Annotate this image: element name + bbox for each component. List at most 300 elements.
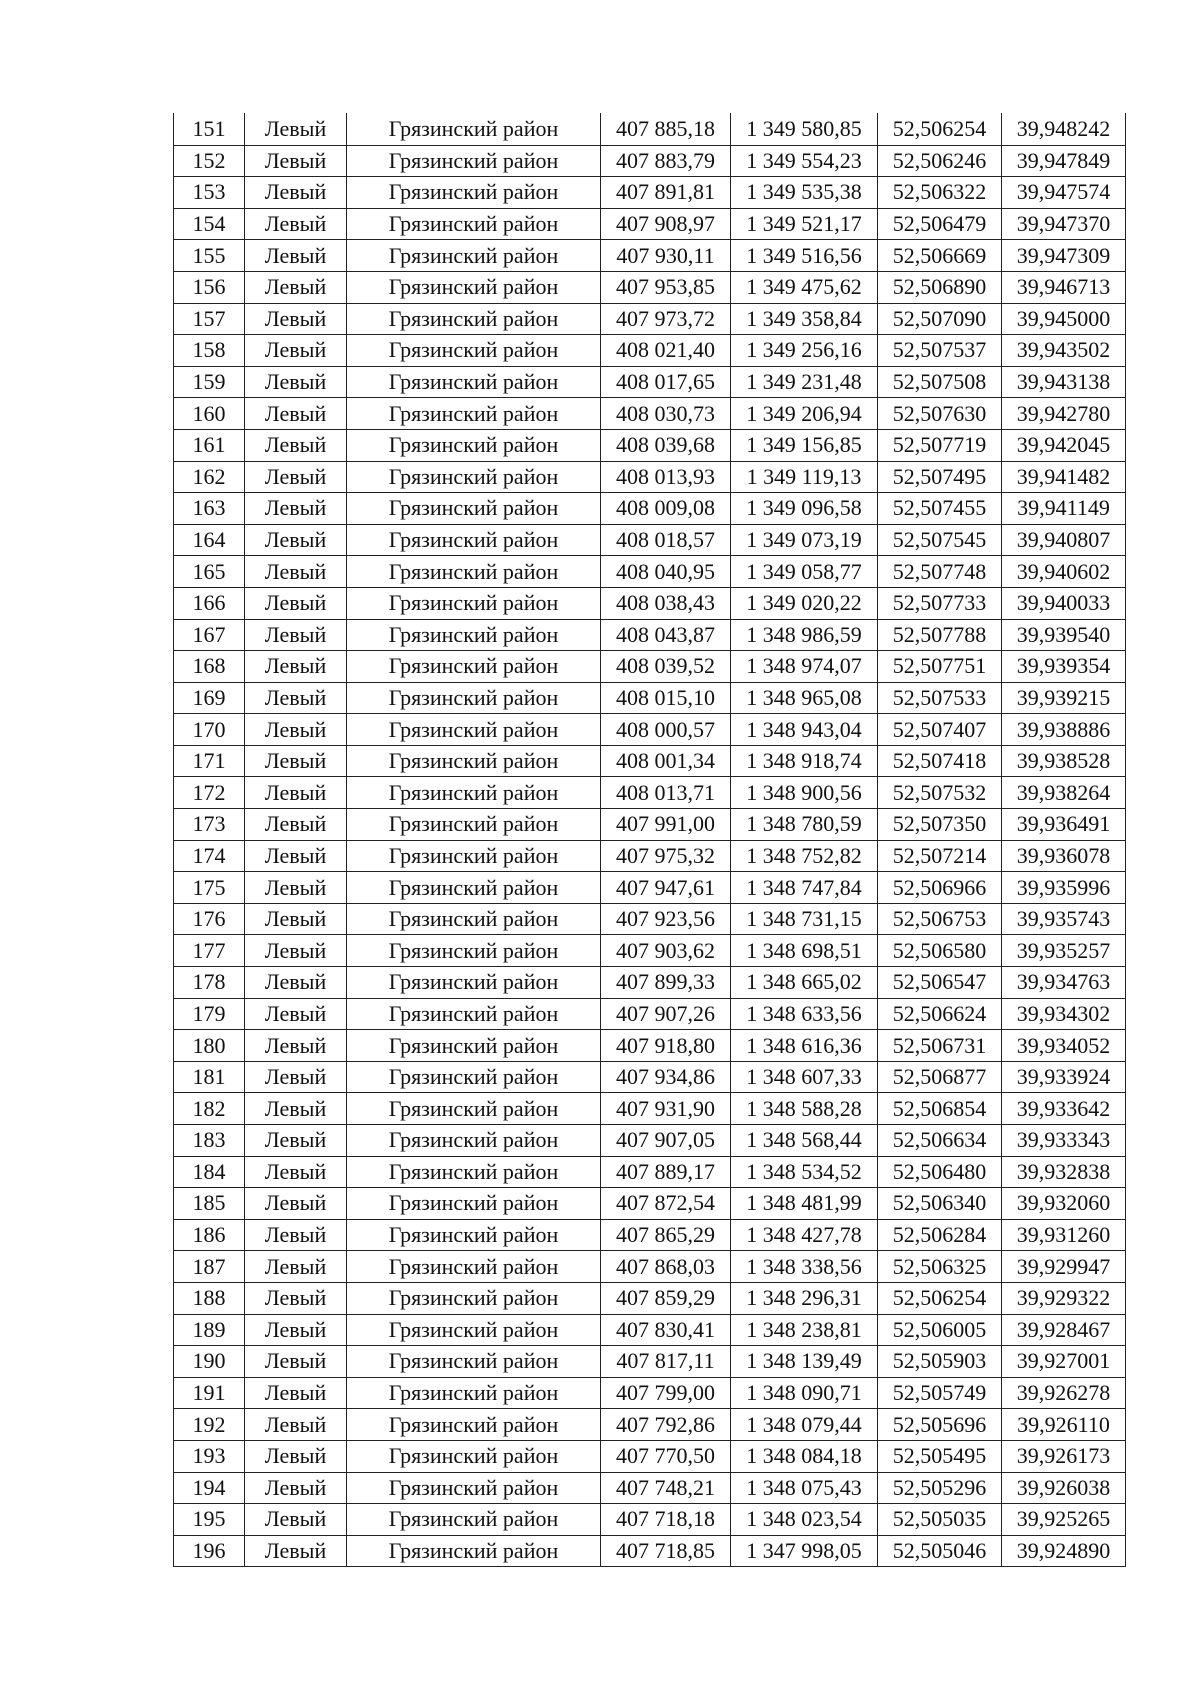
latitude-cell: 52,506479: [878, 208, 1002, 240]
y-coordinate-cell: 1 348 633,56: [731, 998, 878, 1030]
point-number-cell: 163: [174, 493, 245, 525]
longitude-cell: 39,926110: [1002, 1409, 1126, 1441]
point-number-cell: 194: [174, 1472, 245, 1504]
x-coordinate-cell: 407 770,50: [601, 1440, 731, 1472]
table-row: [174, 1472, 1126, 1504]
bank-cell: Левый: [245, 1409, 347, 1441]
table-row: [174, 1188, 1126, 1220]
y-coordinate-cell: 1 348 296,31: [731, 1282, 878, 1314]
point-number-cell: 182: [174, 1093, 245, 1125]
latitude-cell: 52,507455: [878, 493, 1002, 525]
latitude-cell: 52,506246: [878, 145, 1002, 177]
bank-cell: Левый: [245, 1377, 347, 1409]
district-cell: Грязинский район: [347, 587, 601, 619]
longitude-cell: 39,939540: [1002, 619, 1126, 651]
table-row: [174, 114, 1126, 146]
x-coordinate-cell: 407 868,03: [601, 1251, 731, 1283]
longitude-cell: 39,936078: [1002, 840, 1126, 872]
y-coordinate-cell: 1 348 698,51: [731, 935, 878, 967]
x-coordinate-cell: 407 889,17: [601, 1156, 731, 1188]
district-cell: Грязинский район: [347, 935, 601, 967]
bank-cell: Левый: [245, 682, 347, 714]
table-row: [174, 809, 1126, 841]
table-row: [174, 461, 1126, 493]
latitude-cell: 52,505035: [878, 1504, 1002, 1536]
bank-cell: Левый: [245, 240, 347, 272]
x-coordinate-cell: 407 991,00: [601, 809, 731, 841]
bank-cell: Левый: [245, 1282, 347, 1314]
bank-cell: Левый: [245, 903, 347, 935]
x-coordinate-cell: 408 013,71: [601, 777, 731, 809]
latitude-cell: 52,505903: [878, 1346, 1002, 1378]
point-number-cell: 181: [174, 1061, 245, 1093]
longitude-cell: 39,947574: [1002, 177, 1126, 209]
point-number-cell: 155: [174, 240, 245, 272]
y-coordinate-cell: 1 349 256,16: [731, 335, 878, 367]
table-row: [174, 1156, 1126, 1188]
latitude-cell: 52,507751: [878, 651, 1002, 683]
y-coordinate-cell: 1 349 521,17: [731, 208, 878, 240]
bank-cell: Левый: [245, 1188, 347, 1220]
longitude-cell: 39,926278: [1002, 1377, 1126, 1409]
latitude-cell: 52,506877: [878, 1061, 1002, 1093]
y-coordinate-cell: 1 348 731,15: [731, 903, 878, 935]
latitude-cell: 52,507733: [878, 587, 1002, 619]
longitude-cell: 39,933642: [1002, 1093, 1126, 1125]
y-coordinate-cell: 1 348 965,08: [731, 682, 878, 714]
point-number-cell: 165: [174, 556, 245, 588]
district-cell: Грязинский район: [347, 619, 601, 651]
district-cell: Грязинский район: [347, 1346, 601, 1378]
y-coordinate-cell: 1 348 568,44: [731, 1125, 878, 1157]
table-row: [174, 366, 1126, 398]
district-cell: Грязинский район: [347, 651, 601, 683]
point-number-cell: 195: [174, 1504, 245, 1536]
longitude-cell: 39,938886: [1002, 714, 1126, 746]
latitude-cell: 52,506966: [878, 872, 1002, 904]
latitude-cell: 52,505046: [878, 1535, 1002, 1567]
district-cell: Грязинский район: [347, 1030, 601, 1062]
longitude-cell: 39,942780: [1002, 398, 1126, 430]
latitude-cell: 52,507630: [878, 398, 1002, 430]
longitude-cell: 39,940602: [1002, 556, 1126, 588]
y-coordinate-cell: 1 349 206,94: [731, 398, 878, 430]
latitude-cell: 52,506322: [878, 177, 1002, 209]
district-cell: Грязинский район: [347, 998, 601, 1030]
point-number-cell: 151: [174, 114, 245, 146]
point-number-cell: 191: [174, 1377, 245, 1409]
latitude-cell: 52,506340: [878, 1188, 1002, 1220]
x-coordinate-cell: 407 865,29: [601, 1219, 731, 1251]
latitude-cell: 52,507537: [878, 335, 1002, 367]
latitude-cell: 52,505696: [878, 1409, 1002, 1441]
district-cell: Грязинский район: [347, 1188, 601, 1220]
longitude-cell: 39,940033: [1002, 587, 1126, 619]
y-coordinate-cell: 1 348 747,84: [731, 872, 878, 904]
longitude-cell: 39,928467: [1002, 1314, 1126, 1346]
latitude-cell: 52,507495: [878, 461, 1002, 493]
table-row: [174, 271, 1126, 303]
longitude-cell: 39,943138: [1002, 366, 1126, 398]
bank-cell: Левый: [245, 335, 347, 367]
longitude-cell: 39,945000: [1002, 303, 1126, 335]
district-cell: Грязинский район: [347, 872, 601, 904]
point-number-cell: 169: [174, 682, 245, 714]
y-coordinate-cell: 1 348 918,74: [731, 745, 878, 777]
bank-cell: Левый: [245, 177, 347, 209]
latitude-cell: 52,506634: [878, 1125, 1002, 1157]
district-cell: Грязинский район: [347, 1251, 601, 1283]
table-row: [174, 398, 1126, 430]
point-number-cell: 154: [174, 208, 245, 240]
table-row: [174, 145, 1126, 177]
point-number-cell: 190: [174, 1346, 245, 1378]
point-number-cell: 157: [174, 303, 245, 335]
longitude-cell: 39,938528: [1002, 745, 1126, 777]
point-number-cell: 158: [174, 335, 245, 367]
table-row: [174, 967, 1126, 999]
point-number-cell: 180: [174, 1030, 245, 1062]
district-cell: Грязинский район: [347, 745, 601, 777]
table-row: [174, 777, 1126, 809]
point-number-cell: 176: [174, 903, 245, 935]
point-number-cell: 178: [174, 967, 245, 999]
point-number-cell: 160: [174, 398, 245, 430]
latitude-cell: 52,506731: [878, 1030, 1002, 1062]
bank-cell: Левый: [245, 777, 347, 809]
table-row: [174, 935, 1126, 967]
bank-cell: Левый: [245, 524, 347, 556]
bank-cell: Левый: [245, 493, 347, 525]
y-coordinate-cell: 1 349 580,85: [731, 114, 878, 146]
point-number-cell: 170: [174, 714, 245, 746]
longitude-cell: 39,946713: [1002, 271, 1126, 303]
table-row: [174, 1030, 1126, 1062]
district-cell: Грязинский район: [347, 1377, 601, 1409]
table-row: [174, 1314, 1126, 1346]
x-coordinate-cell: 407 953,85: [601, 271, 731, 303]
longitude-cell: 39,934052: [1002, 1030, 1126, 1062]
district-cell: Грязинский район: [347, 1314, 601, 1346]
district-cell: Грязинский район: [347, 524, 601, 556]
x-coordinate-cell: 407 859,29: [601, 1282, 731, 1314]
district-cell: Грязинский район: [347, 461, 601, 493]
latitude-cell: 52,507788: [878, 619, 1002, 651]
point-number-cell: 164: [174, 524, 245, 556]
point-number-cell: 179: [174, 998, 245, 1030]
x-coordinate-cell: 407 931,90: [601, 1093, 731, 1125]
latitude-cell: 52,505749: [878, 1377, 1002, 1409]
table-row: [174, 1440, 1126, 1472]
latitude-cell: 52,506547: [878, 967, 1002, 999]
bank-cell: Левый: [245, 145, 347, 177]
table-row: [174, 745, 1126, 777]
x-coordinate-cell: 407 718,18: [601, 1504, 731, 1536]
y-coordinate-cell: 1 348 780,59: [731, 809, 878, 841]
longitude-cell: 39,948242: [1002, 114, 1126, 146]
point-number-cell: 168: [174, 651, 245, 683]
bank-cell: Левый: [245, 398, 347, 430]
y-coordinate-cell: 1 349 516,56: [731, 240, 878, 272]
latitude-cell: 52,506854: [878, 1093, 1002, 1125]
point-number-cell: 167: [174, 619, 245, 651]
coordinates-table: [173, 113, 1126, 1567]
longitude-cell: 39,935257: [1002, 935, 1126, 967]
bank-cell: Левый: [245, 1251, 347, 1283]
table-row: [174, 1219, 1126, 1251]
table-row: [174, 903, 1126, 935]
point-number-cell: 161: [174, 429, 245, 461]
bank-cell: Левый: [245, 366, 347, 398]
bank-cell: Левый: [245, 429, 347, 461]
longitude-cell: 39,938264: [1002, 777, 1126, 809]
latitude-cell: 52,507214: [878, 840, 1002, 872]
latitude-cell: 52,507407: [878, 714, 1002, 746]
district-cell: Грязинский район: [347, 903, 601, 935]
district-cell: Грязинский район: [347, 1125, 601, 1157]
y-coordinate-cell: 1 348 075,43: [731, 1472, 878, 1504]
point-number-cell: 196: [174, 1535, 245, 1567]
bank-cell: Левый: [245, 1472, 347, 1504]
y-coordinate-cell: 1 349 156,85: [731, 429, 878, 461]
bank-cell: Левый: [245, 271, 347, 303]
district-cell: Грязинский район: [347, 1061, 601, 1093]
bank-cell: Левый: [245, 809, 347, 841]
latitude-cell: 52,506254: [878, 1282, 1002, 1314]
district-cell: Грязинский район: [347, 1219, 601, 1251]
bank-cell: Левый: [245, 967, 347, 999]
bank-cell: Левый: [245, 1061, 347, 1093]
district-cell: Грязинский район: [347, 1282, 601, 1314]
district-cell: Грязинский район: [347, 335, 601, 367]
district-cell: Грязинский район: [347, 240, 601, 272]
y-coordinate-cell: 1 348 338,56: [731, 1251, 878, 1283]
district-cell: Грязинский район: [347, 271, 601, 303]
table-row: [174, 429, 1126, 461]
x-coordinate-cell: 408 043,87: [601, 619, 731, 651]
y-coordinate-cell: 1 348 238,81: [731, 1314, 878, 1346]
y-coordinate-cell: 1 349 535,38: [731, 177, 878, 209]
latitude-cell: 52,506325: [878, 1251, 1002, 1283]
y-coordinate-cell: 1 348 534,52: [731, 1156, 878, 1188]
longitude-cell: 39,933924: [1002, 1061, 1126, 1093]
district-cell: Грязинский район: [347, 1093, 601, 1125]
bank-cell: Левый: [245, 1093, 347, 1125]
bank-cell: Левый: [245, 840, 347, 872]
district-cell: Грязинский район: [347, 1156, 601, 1188]
bank-cell: Левый: [245, 619, 347, 651]
table-row: [174, 1346, 1126, 1378]
longitude-cell: 39,939215: [1002, 682, 1126, 714]
longitude-cell: 39,935743: [1002, 903, 1126, 935]
point-number-cell: 186: [174, 1219, 245, 1251]
table-row: [174, 872, 1126, 904]
y-coordinate-cell: 1 348 752,82: [731, 840, 878, 872]
table-row: [174, 493, 1126, 525]
point-number-cell: 184: [174, 1156, 245, 1188]
x-coordinate-cell: 408 038,43: [601, 587, 731, 619]
x-coordinate-cell: 407 899,33: [601, 967, 731, 999]
district-cell: Грязинский район: [347, 967, 601, 999]
x-coordinate-cell: 407 947,61: [601, 872, 731, 904]
point-number-cell: 175: [174, 872, 245, 904]
point-number-cell: 152: [174, 145, 245, 177]
point-number-cell: 162: [174, 461, 245, 493]
point-number-cell: 192: [174, 1409, 245, 1441]
point-number-cell: 193: [174, 1440, 245, 1472]
x-coordinate-cell: 407 908,97: [601, 208, 731, 240]
district-cell: Грязинский район: [347, 714, 601, 746]
point-number-cell: 188: [174, 1282, 245, 1314]
x-coordinate-cell: 407 748,21: [601, 1472, 731, 1504]
latitude-cell: 52,507418: [878, 745, 1002, 777]
latitude-cell: 52,505296: [878, 1472, 1002, 1504]
y-coordinate-cell: 1 348 079,44: [731, 1409, 878, 1441]
x-coordinate-cell: 408 040,95: [601, 556, 731, 588]
point-number-cell: 189: [174, 1314, 245, 1346]
point-number-cell: 173: [174, 809, 245, 841]
district-cell: Грязинский район: [347, 1440, 601, 1472]
district-cell: Грязинский район: [347, 145, 601, 177]
table-row: [174, 1061, 1126, 1093]
latitude-cell: 52,507090: [878, 303, 1002, 335]
longitude-cell: 39,935996: [1002, 872, 1126, 904]
district-cell: Грязинский район: [347, 114, 601, 146]
bank-cell: Левый: [245, 1125, 347, 1157]
longitude-cell: 39,932838: [1002, 1156, 1126, 1188]
longitude-cell: 39,942045: [1002, 429, 1126, 461]
bank-cell: Левый: [245, 1219, 347, 1251]
y-coordinate-cell: 1 348 588,28: [731, 1093, 878, 1125]
latitude-cell: 52,507532: [878, 777, 1002, 809]
table-row: [174, 1504, 1126, 1536]
table-row: [174, 1377, 1126, 1409]
bank-cell: Левый: [245, 1030, 347, 1062]
x-coordinate-cell: 408 018,57: [601, 524, 731, 556]
longitude-cell: 39,934302: [1002, 998, 1126, 1030]
x-coordinate-cell: 407 885,18: [601, 114, 731, 146]
bank-cell: Левый: [245, 1535, 347, 1567]
y-coordinate-cell: 1 349 096,58: [731, 493, 878, 525]
point-number-cell: 185: [174, 1188, 245, 1220]
latitude-cell: 52,506284: [878, 1219, 1002, 1251]
point-number-cell: 153: [174, 177, 245, 209]
x-coordinate-cell: 407 792,86: [601, 1409, 731, 1441]
point-number-cell: 187: [174, 1251, 245, 1283]
bank-cell: Левый: [245, 1346, 347, 1378]
x-coordinate-cell: 408 030,73: [601, 398, 731, 430]
district-cell: Грязинский район: [347, 366, 601, 398]
table-row: [174, 556, 1126, 588]
x-coordinate-cell: 408 013,93: [601, 461, 731, 493]
y-coordinate-cell: 1 348 943,04: [731, 714, 878, 746]
longitude-cell: 39,926038: [1002, 1472, 1126, 1504]
table-row: [174, 840, 1126, 872]
y-coordinate-cell: 1 349 231,48: [731, 366, 878, 398]
longitude-cell: 39,934763: [1002, 967, 1126, 999]
district-cell: Грязинский район: [347, 1504, 601, 1536]
x-coordinate-cell: 407 799,00: [601, 1377, 731, 1409]
x-coordinate-cell: 408 000,57: [601, 714, 731, 746]
bank-cell: Левый: [245, 745, 347, 777]
y-coordinate-cell: 1 349 119,13: [731, 461, 878, 493]
bank-cell: Левый: [245, 714, 347, 746]
table-row: [174, 1093, 1126, 1125]
latitude-cell: 52,506624: [878, 998, 1002, 1030]
district-cell: Грязинский район: [347, 177, 601, 209]
district-cell: Грязинский район: [347, 208, 601, 240]
latitude-cell: 52,506480: [878, 1156, 1002, 1188]
point-number-cell: 166: [174, 587, 245, 619]
longitude-cell: 39,931260: [1002, 1219, 1126, 1251]
x-coordinate-cell: 407 918,80: [601, 1030, 731, 1062]
table-row: [174, 619, 1126, 651]
point-number-cell: 172: [174, 777, 245, 809]
table-row: [174, 524, 1126, 556]
bank-cell: Левый: [245, 1314, 347, 1346]
longitude-cell: 39,932060: [1002, 1188, 1126, 1220]
latitude-cell: 52,507748: [878, 556, 1002, 588]
point-number-cell: 183: [174, 1125, 245, 1157]
district-cell: Грязинский район: [347, 1409, 601, 1441]
district-cell: Грязинский район: [347, 682, 601, 714]
bank-cell: Левый: [245, 1504, 347, 1536]
longitude-cell: 39,929322: [1002, 1282, 1126, 1314]
y-coordinate-cell: 1 348 427,78: [731, 1219, 878, 1251]
bank-cell: Левый: [245, 587, 347, 619]
longitude-cell: 39,940807: [1002, 524, 1126, 556]
table-row: [174, 998, 1126, 1030]
y-coordinate-cell: 1 348 139,49: [731, 1346, 878, 1378]
bank-cell: Левый: [245, 935, 347, 967]
latitude-cell: 52,506753: [878, 903, 1002, 935]
longitude-cell: 39,941482: [1002, 461, 1126, 493]
point-number-cell: 177: [174, 935, 245, 967]
bank-cell: Левый: [245, 1440, 347, 1472]
latitude-cell: 52,506669: [878, 240, 1002, 272]
x-coordinate-cell: 408 017,65: [601, 366, 731, 398]
longitude-cell: 39,933343: [1002, 1125, 1126, 1157]
x-coordinate-cell: 407 830,41: [601, 1314, 731, 1346]
longitude-cell: 39,924890: [1002, 1535, 1126, 1567]
bank-cell: Левый: [245, 651, 347, 683]
x-coordinate-cell: 407 934,86: [601, 1061, 731, 1093]
bank-cell: Левый: [245, 114, 347, 146]
latitude-cell: 52,507533: [878, 682, 1002, 714]
district-cell: Грязинский район: [347, 493, 601, 525]
x-coordinate-cell: 407 883,79: [601, 145, 731, 177]
point-number-cell: 156: [174, 271, 245, 303]
bank-cell: Левый: [245, 208, 347, 240]
latitude-cell: 52,507719: [878, 429, 1002, 461]
x-coordinate-cell: 408 001,34: [601, 745, 731, 777]
x-coordinate-cell: 407 975,32: [601, 840, 731, 872]
latitude-cell: 52,506580: [878, 935, 1002, 967]
y-coordinate-cell: 1 348 481,99: [731, 1188, 878, 1220]
longitude-cell: 39,947370: [1002, 208, 1126, 240]
x-coordinate-cell: 407 930,11: [601, 240, 731, 272]
latitude-cell: 52,506890: [878, 271, 1002, 303]
longitude-cell: 39,947309: [1002, 240, 1126, 272]
y-coordinate-cell: 1 348 084,18: [731, 1440, 878, 1472]
longitude-cell: 39,941149: [1002, 493, 1126, 525]
y-coordinate-cell: 1 348 616,36: [731, 1030, 878, 1062]
y-coordinate-cell: 1 349 358,84: [731, 303, 878, 335]
longitude-cell: 39,926173: [1002, 1440, 1126, 1472]
table-row: [174, 1282, 1126, 1314]
district-cell: Грязинский район: [347, 809, 601, 841]
table-row: [174, 714, 1126, 746]
